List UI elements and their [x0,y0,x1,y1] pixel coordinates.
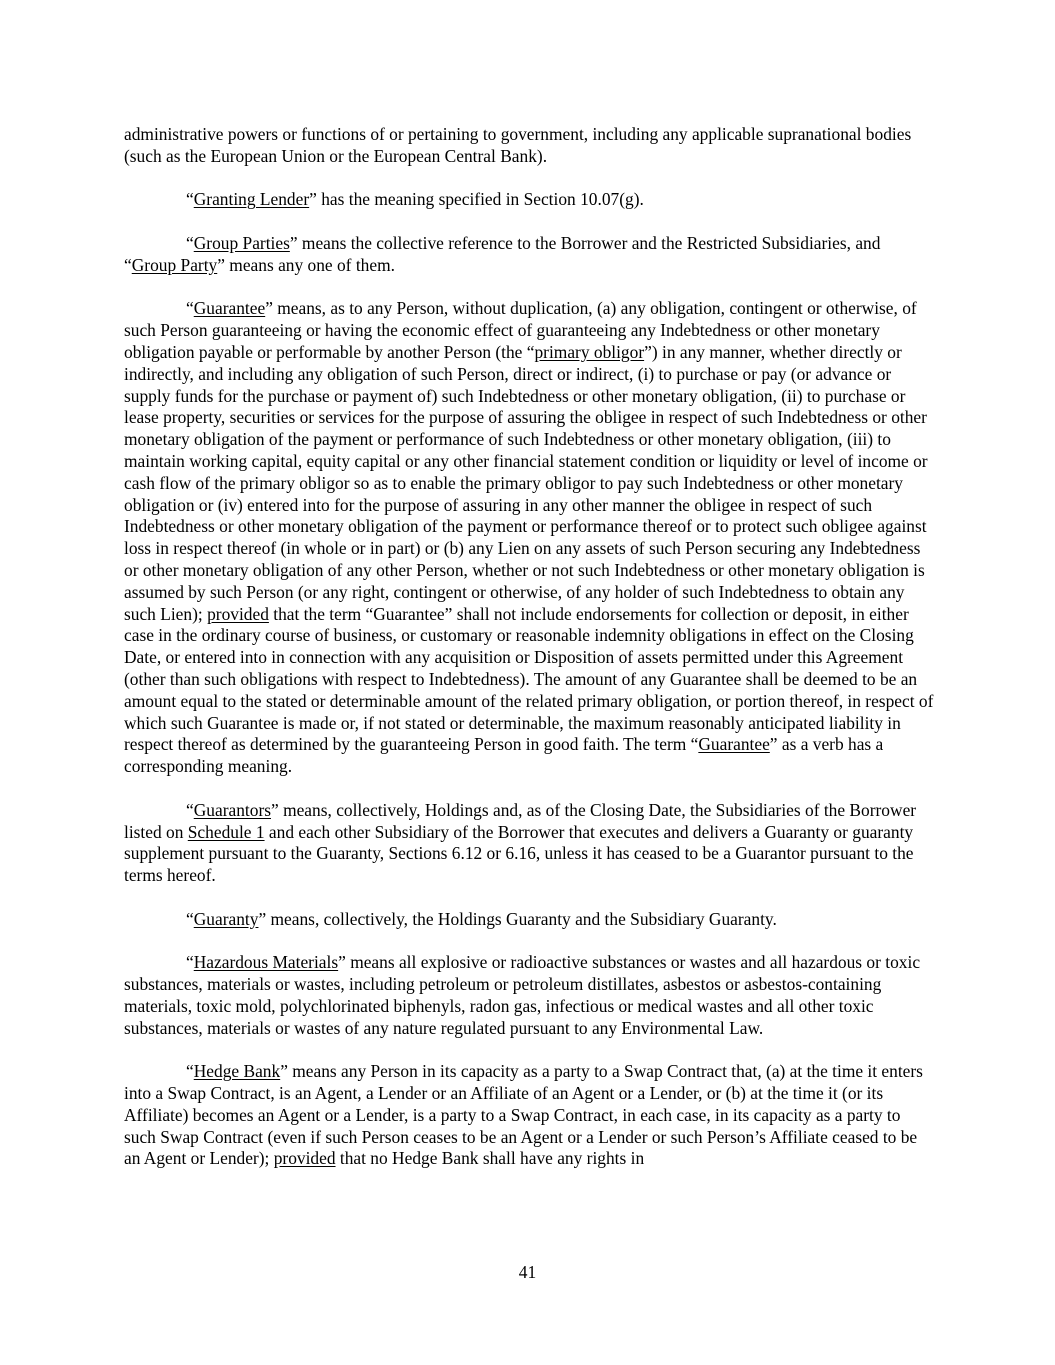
paragraph-text: ”) in any manner, whether directly or indirectly, and including any obligation of such Person, direct or indirect, (i) to purchase or pay (or advance or supply funds for the purchase or payment of) such Indebtedness or other monetary obligation, (ii) to purchase or lease property, securities or services for the purpose of assuring the obligee in respect of such Indebtedness or other monetary obligation of the payment or performance of such Indebtedness or other monetary obligation, (iii) to maintain working capital, equity capital or any other financial statement condition or liquidity or level of income or cash flow of the primary obligor so as to enable the primary obligor to pay such Indebtedness or other monetary obligation or (iv) entered into for the purpose of assuring in any other manner the obligee in respect of such Indebtedness or other monetary obligation of the payment or performance thereof or to protect such obligee against loss in respect thereof (in whole or in part) or (b) any Lien on any assets of such Person securing any Indebtedness or other monetary obligation of any other Person, whether or not such Indebtedness or other monetary obligation is assumed by such Person (or any right, contingent or otherwise, of any holder of such Indebtedness to obtain any such Lien); [124,341,928,624]
paragraph-text: that the term “Guarantee” shall not include endorsements for collection or deposit, in either case in the ordinary course of business, or customary or reasonable indemnity obligations in effect on the Closing Date, or entered into in connection with any acquisition or Disposition of assets permitted under this Agreement (other than such obligations with respect to Indebtedness). The amount of any Guarantee shall be deemed to be an amount equal to the stated or determinable amount of the related primary obligation, or portion thereof, in respect of which such Guarantee is made or, if not stated or determinable, the maximum reasonably anticipated liability in respect thereof as determined by the guaranteeing Person in good faith. The term “ [124,603,934,755]
paragraph-guarantee [124,298,936,778]
defined-term: Guarantors [193,799,271,820]
paragraph-text: ” means, collectively, the Holdings Guaranty and the Subsidiary Guaranty. [258,908,777,929]
defined-term: Granting Lender [193,189,310,210]
paragraph-text: “ [186,1061,194,1082]
paragraph-text: ” as a verb has a corresponding meaning. [124,734,884,777]
paragraph-text: administrative powers or functions of or pertaining to government, including any applicable supranational bodies (such as the European Union or the European Central Bank). [124,124,912,166]
paragraph-text: “ [186,952,194,973]
defined-term: Guaranty [193,908,259,929]
paragraph-text: and each other Subsidiary of the Borrower that executes and delivers a Guaranty or guaranty supplement pursuant to the Guaranty, Sections 6.12 or 6.16, unless it has ceased to be a Guarantor pursuant to the terms hereof. [124,821,914,886]
defined-term: Hazardous Materials [193,952,339,973]
paragraph-group-parties [124,233,936,277]
page-number: 41 [518,1262,537,1282]
paragraph-guarantors [124,800,936,887]
paragraph-text: “ [186,799,194,820]
paragraph-hedge-bank [124,1061,936,1170]
defined-term: Hedge Bank [193,1061,281,1082]
paragraph-text: “ [186,189,194,210]
paragraph-text: “ [186,908,194,929]
paragraph-text: ” means the collective reference to the Borrower and the Restricted Subsidiaries, and “ [124,232,881,275]
paragraph-text: ” means any one of them. [217,254,395,275]
defined-term: primary obligor [534,341,645,362]
paragraph-text: “ [186,232,194,253]
paragraph-text: ” means, as to any Person, without duplication, (a) any obligation, contingent or otherwise, of such Person guaranteeing or having the economic effect of guaranteeing any Indebtedness or other monetary obligation payable or performable by another Person (the “ [124,298,917,362]
defined-term: Guarantee [193,298,266,319]
defined-term: provided [273,1148,336,1169]
paragraph-text: “ [186,298,194,319]
defined-term: Guarantee [698,734,770,755]
paragraph-text: ” means any Person in its capacity as a party to a Swap Contract that, (a) at the time it enters into a Swap Contract, is an Agent, a Lender or an Affiliate of an Agent or a Lender, or (b) at the time it (or its Affiliate) becomes an Agent or a Lender, is a party to a Swap Contract, in each case, in its capacity as a party to such Swap Contract (even if such Person ceases to be an Agent or a Lender or such Person’s Affiliate ceased to be an Agent or Lender); [124,1061,923,1169]
paragraph-text: ” means all explosive or radioactive substances or wastes and all hazardous or toxic substances, materials or wastes, including petroleum or petroleum distillates, asbestos or asbestos-containing materials, toxic mold, polychlorinated biphenyls, radon gas, infectious or medical wastes and all other toxic substances, materials or wastes of any nature regulated pursuant to any Environmental Law. [124,952,921,1038]
document-page [124,124,936,1192]
defined-term: Schedule 1 [187,821,265,842]
paragraph-text: that no Hedge Bank shall have any rights in [335,1148,645,1169]
defined-term: provided [207,603,269,624]
paragraph-governmental-authority-continuation [124,124,936,168]
paragraph-hazardous-materials [124,952,936,1039]
paragraph-text: ” means, collectively, Holdings and, as of the Closing Date, the Subsidiaries of the Borrower listed on [124,799,917,842]
paragraph-guaranty [124,909,936,931]
paragraph-granting-lender [124,189,936,211]
defined-term: Group Parties [193,232,290,253]
defined-term: Group Party [131,254,218,275]
paragraph-text: ” has the meaning specified in Section 10.07(g). [309,189,644,210]
